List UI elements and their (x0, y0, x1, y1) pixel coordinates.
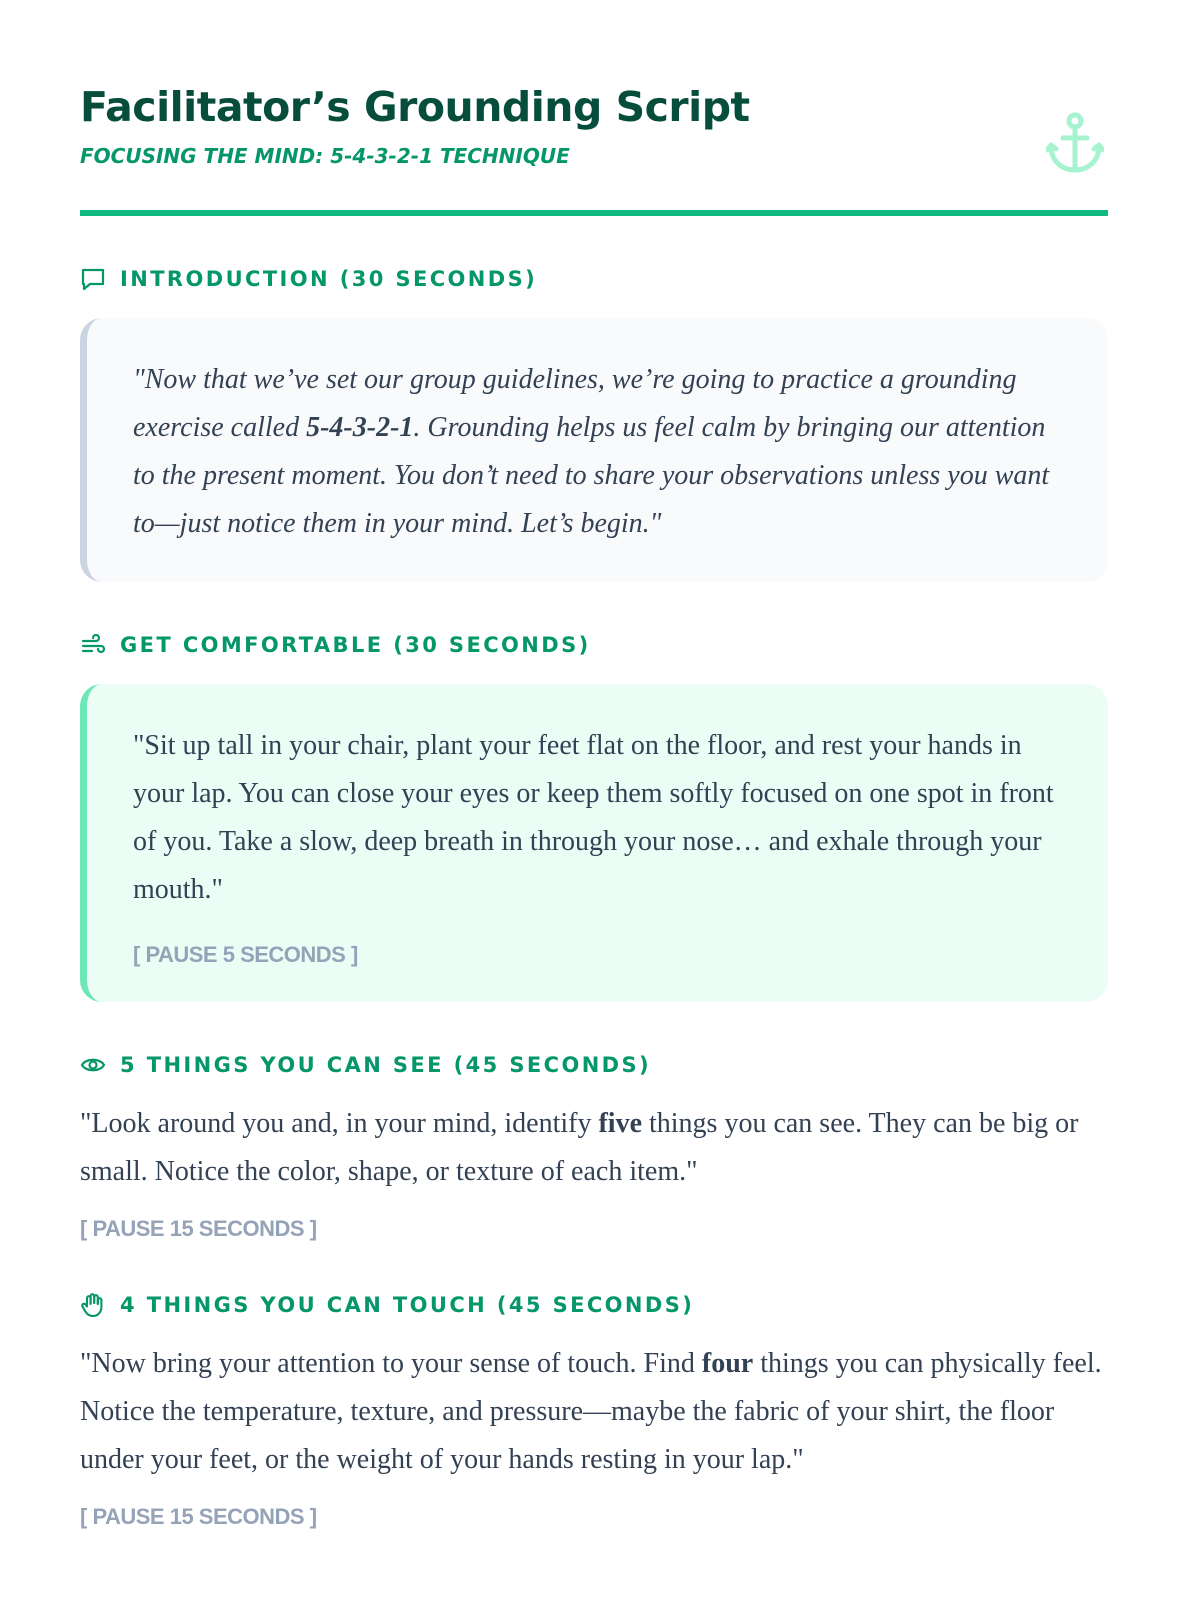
pause-cue: [ PAUSE 15 SECONDS ] (80, 1504, 317, 1529)
page-title: Facilitator’s Grounding Script (80, 83, 750, 131)
section-see (80, 1050, 1108, 1242)
section-heading-label: 4 THINGS YOU CAN TOUCH (45 SECONDS) (120, 1293, 695, 1317)
pause-cue: [ PAUSE 15 SECONDS ] (80, 1216, 317, 1241)
script-text (80, 1100, 1108, 1196)
section-get-comfortable (80, 630, 1108, 1002)
script-text-part: "Look around you and, in your mind, identify (80, 1108, 599, 1139)
wind-icon (80, 632, 106, 658)
script-block-touch (80, 1340, 1108, 1530)
hand-icon (80, 1292, 106, 1318)
script-emphasis: 5-4-3-2-1 (306, 412, 414, 443)
script-text (133, 356, 1068, 548)
script-text-part: "Now that we’ve set our group guidelines, we’re going to practice a grounding exercise called (133, 364, 1017, 443)
script-text (80, 1340, 1108, 1484)
pause-cue: [ PAUSE 5 SECONDS ] (133, 942, 358, 967)
section-introduction (80, 264, 1108, 582)
script-emphasis: five (598, 1108, 642, 1139)
section-heading-label: 5 THINGS YOU CAN SEE (45 SECONDS) (120, 1053, 652, 1077)
section-heading (80, 264, 1108, 294)
section-heading (80, 1290, 1108, 1320)
section-touch (80, 1290, 1108, 1530)
header (80, 80, 1108, 216)
script-card-get-comfortable (80, 684, 1108, 1002)
script-card-introduction (80, 318, 1108, 582)
anchor-icon (1046, 112, 1104, 176)
section-heading-label: INTRODUCTION (30 SECONDS) (120, 267, 538, 291)
section-heading (80, 1050, 1108, 1080)
script-text-part: things you can physically feel. Notice the temperature, texture, and pressure—maybe the fabric of your shirt, the floor under your feet, or the weight of your hands resting in your lap." (80, 1348, 1102, 1475)
script-text-part: . Grounding helps us feel calm by bringing our attention to the present moment. You don’t need to share your observations unless you want to—just notice them in your mind. Let’s begin." (133, 412, 1050, 539)
page-subtitle: FOCUSING THE MIND: 5-4-3-2-1 TECHNIQUE (80, 144, 570, 168)
eye-icon (80, 1052, 106, 1078)
script-text: "Sit up tall in your chair, plant your feet flat on the floor, and rest your hands in your lap. You can close your eyes or keep them softly focused on one spot in front of you. Take a slow, deep breath in through your nose… and exhale through your mouth." (133, 730, 1054, 905)
script-text-part: "Now bring your attention to your sense of touch. Find (80, 1348, 702, 1379)
script-emphasis: four (701, 1348, 754, 1379)
script-block-see (80, 1100, 1108, 1242)
script-text-part: things you can see. They can be big or small. Notice the color, shape, or texture of each item." (80, 1108, 1079, 1187)
speech-bubble-icon (80, 266, 106, 292)
section-heading-label: GET COMFORTABLE (30 SECONDS) (120, 633, 591, 657)
section-heading (80, 630, 1108, 660)
